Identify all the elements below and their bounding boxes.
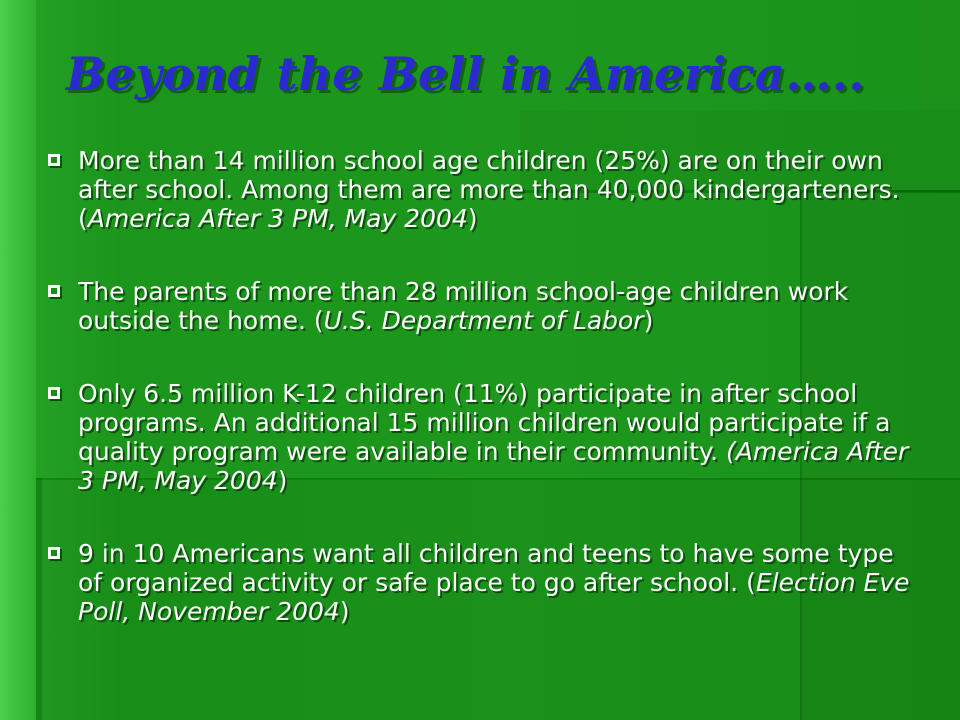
- background-band-left: [0, 0, 36, 720]
- bullet-text: 9 in 10 Americans want all children and teens to have some type of organized activity or safe place to go after school. (: [78, 539, 894, 597]
- bullet-item: [44, 277, 924, 335]
- background-band-divider: [36, 478, 42, 720]
- bullet-source-close: ): [643, 306, 654, 335]
- bullet-item: [44, 379, 924, 495]
- bullet-source: Election Eve Poll, November 2004: [78, 568, 910, 626]
- bullet-text: The parents of more than 28 million school-age children work outside the home. (: [78, 277, 849, 335]
- bullet-item: [44, 146, 924, 233]
- slide-title: Beyond the Bell in America…..: [66, 47, 865, 101]
- square-bullet-icon: [48, 285, 60, 297]
- square-bullet-icon: [48, 154, 60, 166]
- bullet-item: [44, 539, 924, 626]
- bullet-source: (America After 3 PM, May 2004: [78, 437, 909, 495]
- bullet-list: [44, 146, 924, 670]
- bullet-source: U.S. Department of Labor: [323, 306, 644, 335]
- bullet-source-close: ): [339, 597, 350, 626]
- bullet-text: More than 14 million school age children (25%) are on their own after school. Among them are more than 40,000 kindergarteners. (: [78, 146, 900, 233]
- bullet-text: Only 6.5 million K-12 children (11%) participate in after school programs. An additional 15 million children would participate if a quality program were available in their community.: [78, 379, 891, 466]
- bullet-source: America After 3 PM, May 2004: [87, 204, 468, 233]
- bullet-source-close: ): [467, 204, 478, 233]
- square-bullet-icon: [48, 387, 60, 399]
- square-bullet-icon: [48, 547, 60, 559]
- bullet-source-close: ): [277, 466, 288, 495]
